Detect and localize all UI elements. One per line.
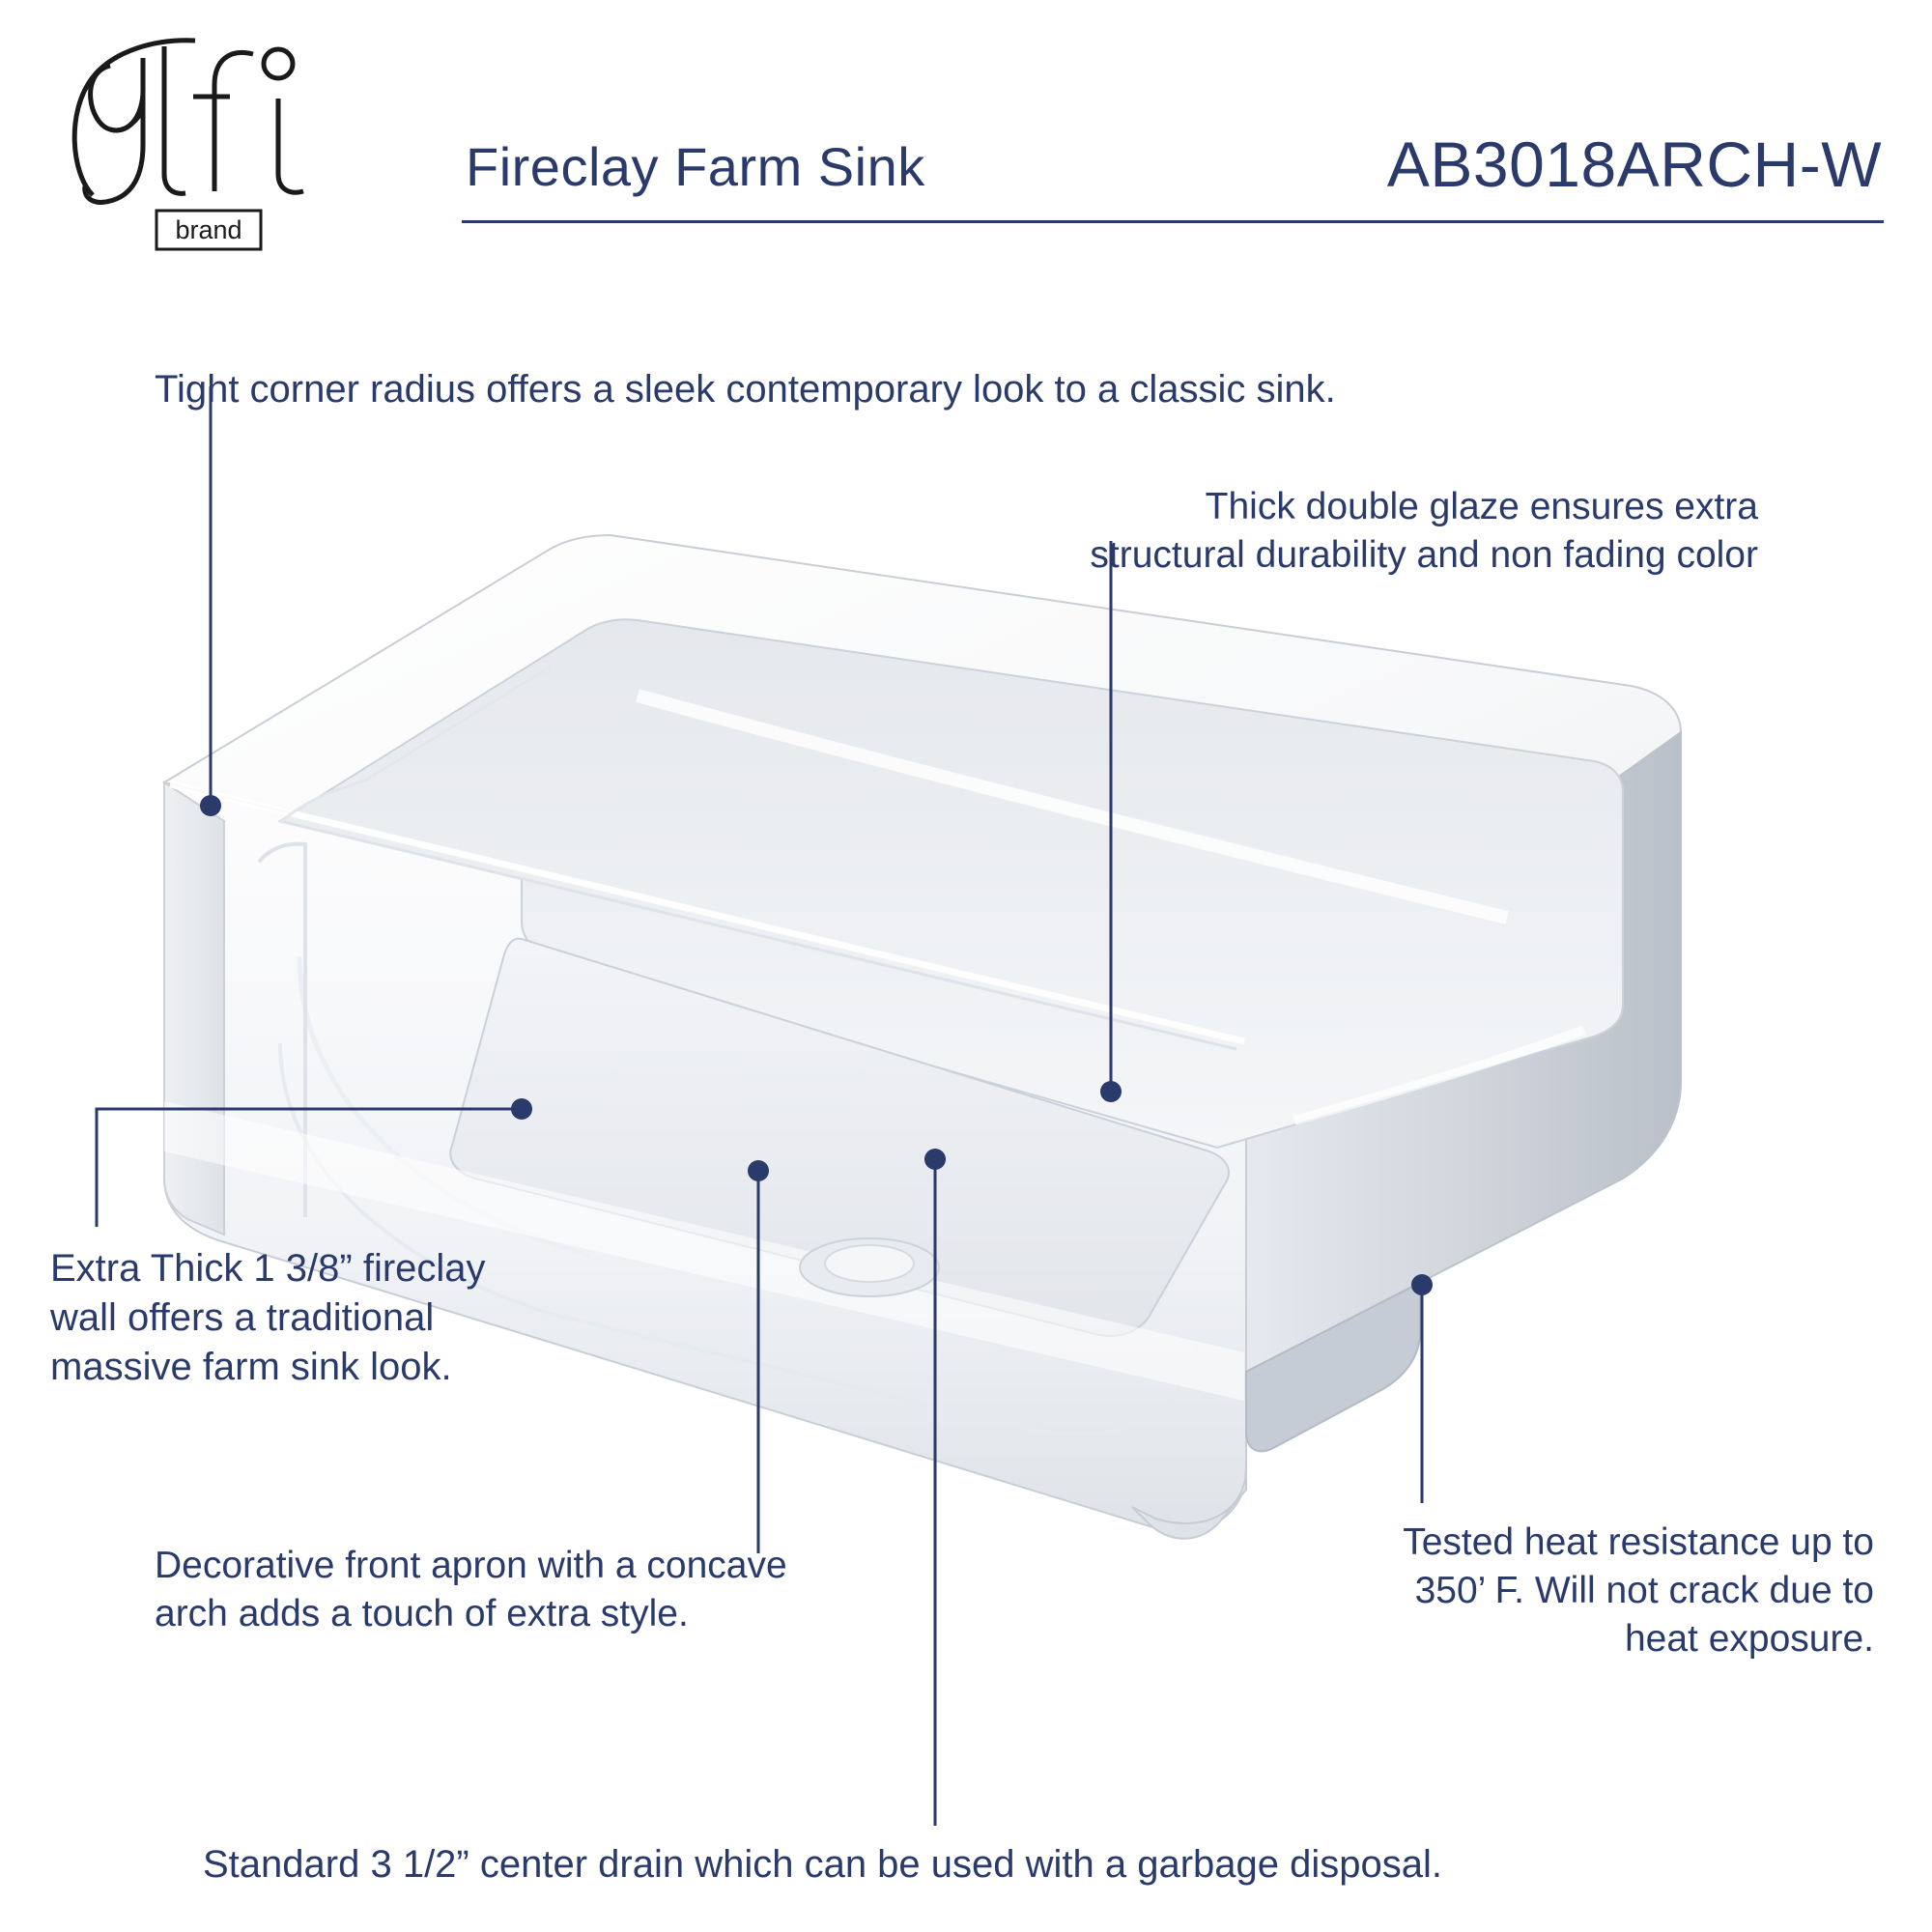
callout-front-apron: Decorative front apron with a concave arch adds a touch of extra style. [155, 1545, 787, 1634]
callout-double-glaze: Thick double glaze ensures extra structural durability and non fading color [1090, 486, 1758, 576]
callout-heat-resistance: Tested heat resistance up to 350’ F. Will not crack due to heat exposure. [1403, 1521, 1874, 1660]
callout-center-drain: Standard 3 1/2” center drain which can be used with a garbage disposal. [203, 1843, 1443, 1886]
product-illustration [135, 502, 1739, 1662]
alfi-brand-logo [50, 29, 350, 256]
model-number: AB3018ARCH-W [1386, 128, 1882, 200]
page-title: Fireclay Farm Sink [466, 136, 925, 197]
header-divider [462, 220, 1884, 223]
callout-corner-radius: Tight corner radius offers a sleek contemporary look to a classic sink. [155, 368, 1336, 411]
center-drain [800, 1238, 939, 1296]
brand-wordmark-box [156, 211, 261, 249]
brand-sub-label: brand [175, 215, 242, 244]
callout-thick-wall: Extra Thick 1 3/8” fireclay wall offers a traditional massive farm sink look. [50, 1247, 486, 1389]
